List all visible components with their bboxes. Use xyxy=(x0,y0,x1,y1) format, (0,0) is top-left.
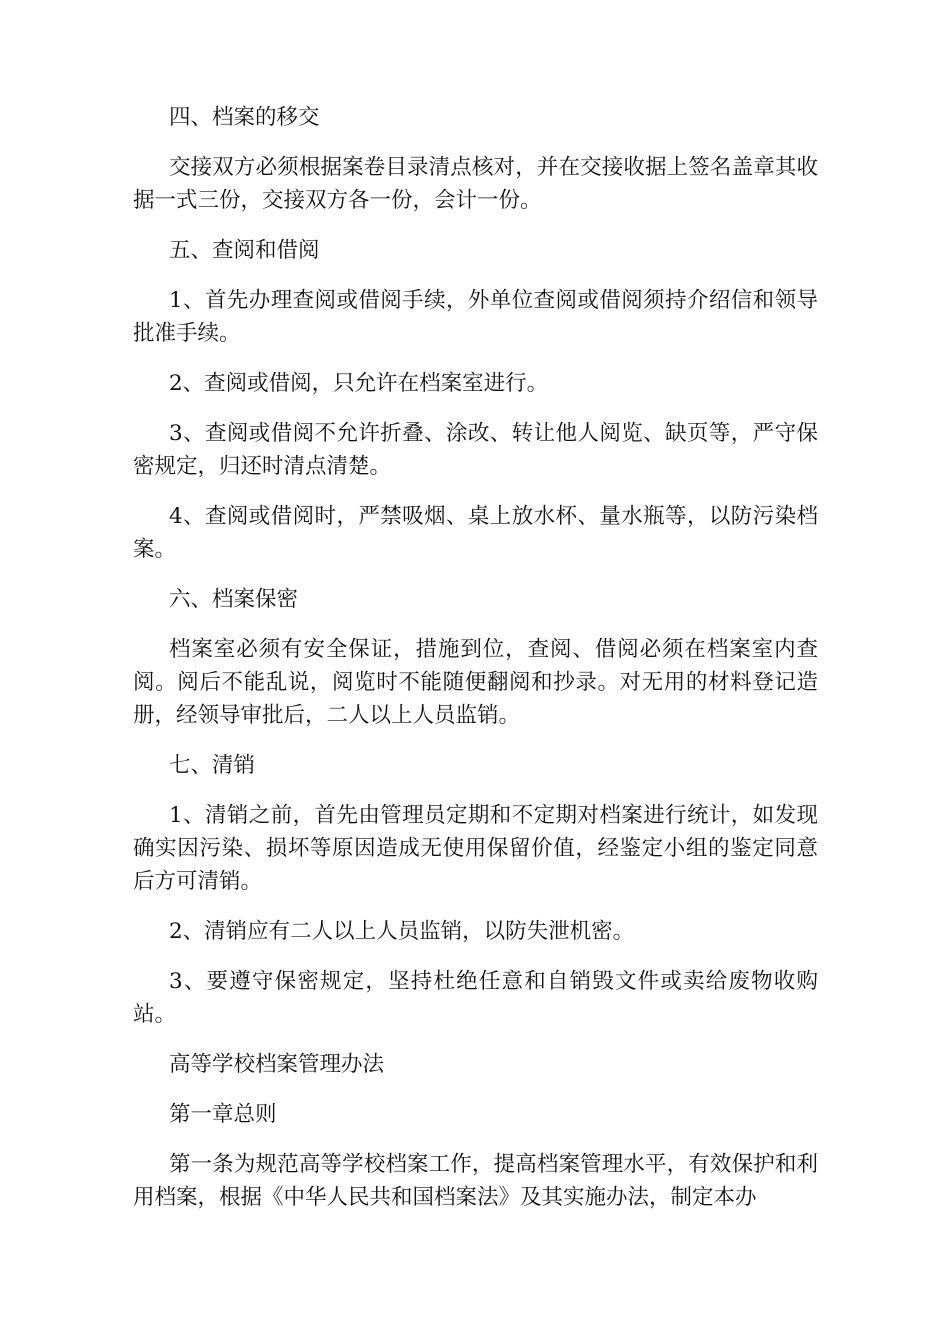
section-heading-transfer: 四、档案的移交 xyxy=(169,105,320,130)
paragraph-transfer-rules: 交接双方必须根据案卷目录清点核对，并在交接收据上签名盖章其收据一式三份，交接双方各一份，会计一份。 xyxy=(133,155,818,213)
paragraph-consult-4: 4、查阅或借阅时，严禁吸烟、桌上放水杯、量水瓶等，以防污染档案。 xyxy=(133,504,818,562)
document-page xyxy=(133,101,818,1231)
paragraph-disposal-3: 3、要遵守保密规定，坚持杜绝任意和自销毁文件或卖给废物收购站。 xyxy=(133,969,818,1027)
chapter-heading: 第一章总则 xyxy=(169,1102,277,1127)
section-heading-consult-borrow: 五、查阅和借阅 xyxy=(169,238,320,263)
document-title: 高等学校档案管理办法 xyxy=(169,1052,385,1077)
paragraph-disposal-2: 2、清销应有二人以上人员监销，以防失泄机密。 xyxy=(169,919,635,944)
paragraph-consult-2: 2、查阅或借阅，只允许在档案室进行。 xyxy=(169,371,549,396)
section-heading-confidentiality: 六、档案保密 xyxy=(169,587,299,612)
paragraph-consult-1: 1、首先办理查阅或借阅手续，外单位查阅或借阅须持介绍信和领导批准手续。 xyxy=(133,288,818,346)
paragraph-article-1: 第一条为规范高等学校档案工作，提高档案管理水平，有效保护和利用档案，根据《中华人民共和国档案法》及其实施办法，制定本办 xyxy=(133,1152,818,1210)
paragraph-consult-3: 3、查阅或借阅不允许折叠、涂改、转让他人阅览、缺页等，严守保密规定，归还时清点清楚。 xyxy=(133,421,818,479)
paragraph-confidentiality: 档案室必须有安全保证，措施到位，查阅、借阅必须在档案室内查阅。阅后不能乱说，阅览时不能随便翻阅和抄录。对无用的材料登记造册，经领导审批后，二人以上人员监销。 xyxy=(133,637,818,728)
paragraph-disposal-1: 1、清销之前，首先由管理员定期和不定期对档案进行统计，如发现确实因污染、损坏等原因造成无使用保留价值，经鉴定小组的鉴定同意后方可清销。 xyxy=(133,803,818,894)
section-heading-disposal: 七、清销 xyxy=(169,753,256,778)
